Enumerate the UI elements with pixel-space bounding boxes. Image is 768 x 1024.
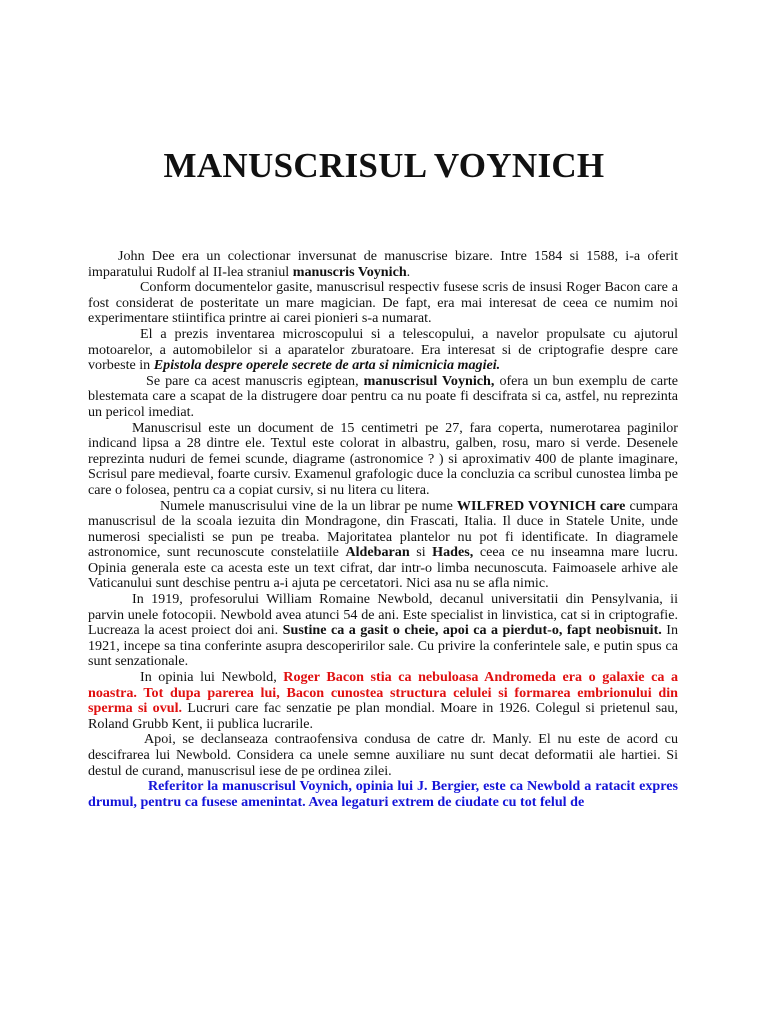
text-run: In 1921, incepe sa tina conferinte asupra descoperirilor sale. Cu privire la conferintele sale, e putin spus ca sunt senzationale. [88, 622, 679, 670]
emphasized-text: Roger Bacon stia ca nebuloasa Andromeda era o galaxie ca a noastra. Tot dupa parerea lui, Bacon cunostea structura celulei si formarea embrionului din sperma si ovul. [88, 669, 678, 717]
text-run: John Dee era un colectionar inversunat de manuscrise bizare. Intre 1584 si 1588, i-a oferit imparatului Rudolf al II-lea straniul [88, 248, 678, 280]
text-run: si [409, 544, 433, 561]
emphasized-text: Aldebaran [345, 544, 410, 561]
text-run: Apoi, se declanseaza contraofensiva condusa de catre dr. Manly. El nu este de acord cu descifrarea lui Newbold. Considera ca unele semne auxiliare nu sunt decat deformatii ale hartiei. Si destul de curand, manuscrisul iese de pe ordinea zilei. [88, 731, 678, 779]
emphasized-text: WILFRED VOYNICH care [456, 497, 626, 514]
emphasized-text: Epistola despre operele secrete de arta si nimicnicia magiei. [153, 357, 501, 374]
text-run: In 1919, profesorului William Romaine Newbold, decanul universitatii din Pensylvania, ii parvin unele fotocopii. Newbold avea atunci 54 de ani. Este specialist in linvistica, cat si in criptografie. Lucreaza la acest proiect doi ani. [88, 591, 678, 639]
text-run: Numele manuscrisului vine de la un librar pe nume [160, 497, 457, 514]
text-run: Manuscrisul este un document de 15 centimetri pe 27, fara coperta, numerotarea paginilor indicand lipsa a 28 dintre ele. Textul este colorat in albastru, galben, rosu, maro si verde. Desenele reprezinta nuduri de femei scunde, diagrame (astronomice ? ) si aproximativ 400 de plante imaginare, Scrisul pare medieval, foarte cursiv. Examenul grafologic duce la concluzia ca scribul cunostea limba pe care o folosea, pentru ca a copiat cursiv, si nu litera cu litera. [88, 419, 678, 498]
text-run: ofera un bun exemplu de carte blestemata care a scapat de la distrugere doar pentru ca nu poate fi descifrata si ca, astfel, nu reprezinta un pericol imediat. [88, 372, 679, 420]
text-run: Conform documentelor gasite, manuscrisul respectiv fusese scris de insusi Roger Bacon care a fost considerat de posteritate un mare magician. De fapt, era mai interesat de ceea ce numim noi experimentare stiintifica printre ai carei pionieri s-a numarat. [88, 279, 678, 327]
paragraph [88, 499, 678, 593]
paragraph [88, 592, 678, 670]
text-run: cumpara manuscrisul de la scoala iezuita din Mondragone, din Frascati, Italia. Il duce in Statele Unite, unde numerosi specialisti se pun pe treaba. Majoritatea plantelor nu pot fi identificate. In diagramele astronomice, sunt recunoscute constelatiile [88, 497, 678, 561]
paragraph [88, 280, 678, 327]
emphasized-text: Hades, [432, 544, 474, 561]
document-body [88, 249, 678, 810]
paragraph [88, 327, 678, 374]
text-run: Lucruri care fac senzatie pe plan mondial. Moare in 1926. Colegul si prietenul sau, Roland Grubb Kent, ii publica lucrarile. [88, 700, 678, 732]
paragraph [88, 732, 678, 779]
paragraph [88, 421, 678, 499]
paragraph [88, 249, 678, 280]
paragraph [88, 374, 678, 421]
text-run: In opinia lui Newbold, [140, 669, 284, 686]
document-title: MANUSCRISUL VOYNICH [163, 146, 605, 185]
emphasized-text: manuscrisul Voynich, [363, 372, 495, 389]
text-run: Se pare ca acest manuscris egiptean, [146, 372, 364, 389]
text-run: El a prezis inventarea microscopului si a telescopului, a navelor propulsate cu ajutorul motoarelor, a automobilelor si a aparatelor zburatoare. Era interesat si de criptografie despre care vorbeste in [88, 325, 678, 374]
text-run: . [406, 263, 411, 280]
emphasized-text: manuscris Voynich [292, 263, 407, 280]
paragraph [88, 779, 678, 810]
emphasized-text: Referitor la manuscrisul Voynich, opinia lui J. Bergier, este ca Newbold a ratacit expres drumul, pentru ca fusese amenintat. Avea legaturi extrem de ciudate cu tot felul de [88, 778, 678, 810]
paragraph [88, 670, 678, 732]
text-run: ceea ce nu inseamna mare lucru. Opinia generala este ca acesta este un text cifrat, dar intr-o limba necunoscuta. Faimoasele arhive ale Vaticanului sunt deschise pentru a-i ajuta pe cercetatori. Nici asa nu se afla nimic. [88, 544, 679, 592]
emphasized-text: Sustine ca a gasit o cheie, apoi ca a pierdut-o, fapt neobisnuit. [282, 622, 662, 639]
